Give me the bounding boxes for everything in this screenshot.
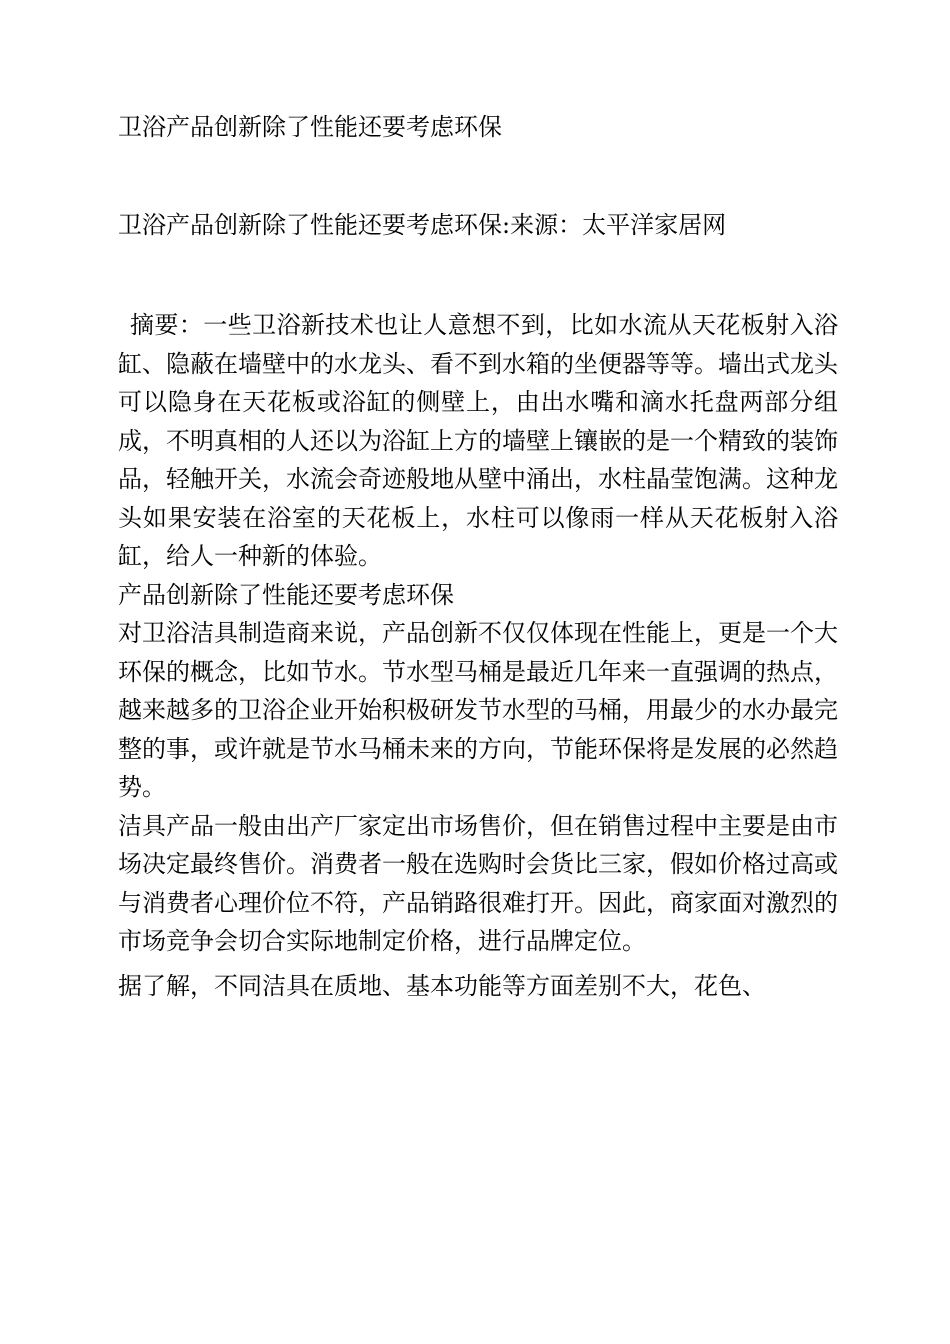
body-paragraph-2: 洁具产品一般由出产厂家定出市场售价，但在销售过程中主要是由市场决定最终售价。消费者一般在选购时会货比三家，假如价格过高或与消费者心理价位不符，产品销路很难打开。因此，商家面对激烈的市场竞争会切合实际地制定价格，进行品牌定位。 bbox=[118, 811, 838, 955]
document-subtitle-source: 卫浴产品创新除了性能还要考虑环保:来源：太平洋家居网 bbox=[118, 211, 727, 239]
abstract-paragraph: 摘要：一些卫浴新技术也让人意想不到，比如水流从天花板射入浴缸、隐蔽在墙壁中的水龙头、看不到水箱的坐便器等等。墙出式龙头可以隐身在天花板或浴缸的侧壁上，由出水嘴和滴水托盘两部分组成，不明真相的人还以为浴缸上方的墙壁上镶嵌的是一个精致的装饰品，轻触开关，水流会奇迹般地从壁中涌出，水柱晶莹饱满。这种龙头如果安装在浴室的天花板上，水柱可以像雨一样从天花板射入浴缸，给人一种新的体验。 bbox=[118, 311, 838, 570]
section-heading: 产品创新除了性能还要考虑环保 bbox=[118, 580, 454, 609]
document-body bbox=[118, 306, 838, 1005]
body-paragraph-3: 据了解，不同洁具在质地、基本功能等方面差别不大，花色、 bbox=[118, 971, 766, 1000]
document-title: 卫浴产品创新除了性能还要考虑环保 bbox=[118, 113, 502, 141]
body-paragraph-1: 对卫浴洁具制造商来说，产品创新不仅仅体现在性能上，更是一个大环保的概念，比如节水。节水型马桶是最近几年来一直强调的热点，越来越多的卫浴企业开始积极研发节水型的马桶，用最少的水办最完整的事，或许就是节水马桶未来的方向，节能环保将是发展的必然趋势。 bbox=[118, 619, 838, 801]
